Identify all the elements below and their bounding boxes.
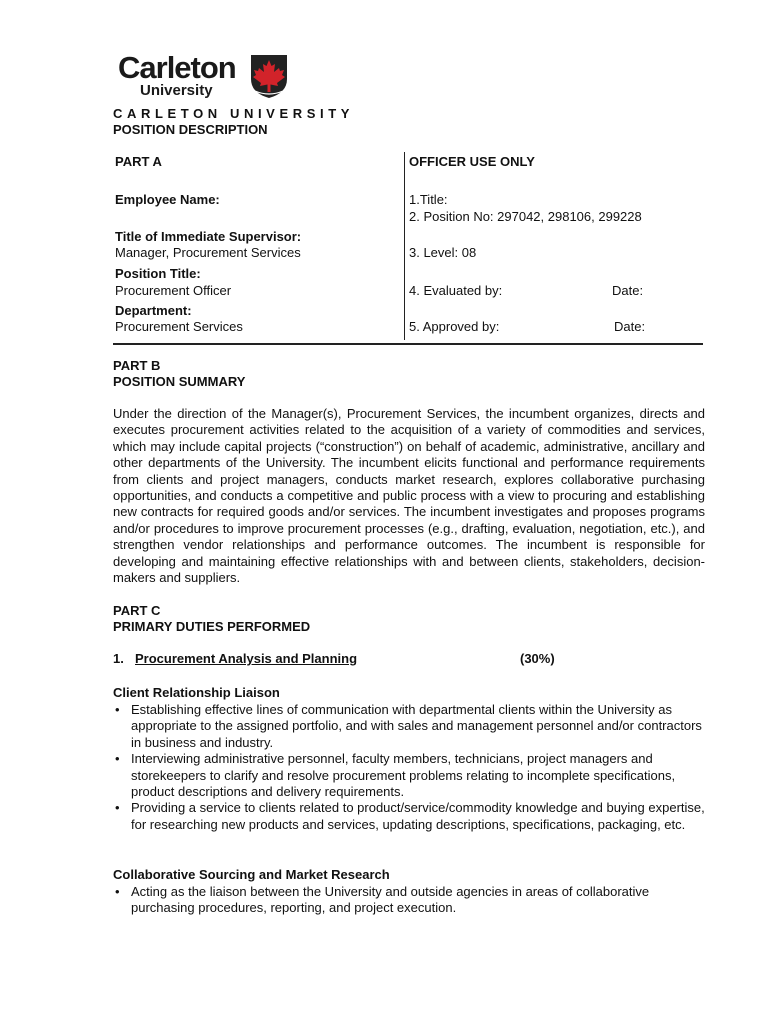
supervisor-value: Manager, Procurement Services xyxy=(115,245,301,260)
part-c-heading: PART C xyxy=(113,603,161,618)
officer-approved-by: 5. Approved by: xyxy=(409,319,500,334)
collaborative-sourcing-list xyxy=(113,884,705,917)
position-title-label: Position Title: xyxy=(115,266,201,281)
logo-subtitle: University xyxy=(140,82,213,99)
primary-duties-heading: PRIMARY DUTIES PERFORMED xyxy=(113,619,311,634)
list-item xyxy=(113,702,705,751)
client-liaison-list xyxy=(113,702,705,833)
officer-evaluated-by: 4. Evaluated by: xyxy=(409,283,503,298)
bullet-icon: • xyxy=(115,800,120,816)
supervisor-label: Title of Immediate Supervisor: xyxy=(115,229,302,244)
department-label: Department: xyxy=(115,303,192,318)
list-item-text: Acting as the liaison between the University and outside agencies in areas of collaborative purchasing procedures, reporting, and project execution. xyxy=(131,884,650,916)
client-liaison-heading: Client Relationship Liaison xyxy=(113,685,280,700)
position-title-value: Procurement Officer xyxy=(115,283,232,298)
maple-leaf-shield-icon xyxy=(249,53,289,99)
list-item xyxy=(113,751,705,800)
list-item-text: Establishing effective lines of communication with departmental clients within the University as appropriate to the assigned portfolio, and with sales and management personnel and/or contractors in business and industry. xyxy=(131,702,702,750)
list-item xyxy=(113,800,705,833)
university-title: CARLETON UNIVERSITY xyxy=(113,106,355,121)
section-divider xyxy=(113,343,703,345)
duty-percent: (30%) xyxy=(520,651,555,666)
list-item xyxy=(113,884,705,917)
bullet-icon: • xyxy=(115,884,120,899)
employee-name-label: Employee Name: xyxy=(115,192,220,207)
column-divider xyxy=(404,152,405,340)
part-a-table xyxy=(113,152,703,342)
duty-number: 1. xyxy=(113,651,124,666)
department-value: Procurement Services xyxy=(115,319,243,334)
collaborative-sourcing-heading: Collaborative Sourcing and Market Research xyxy=(113,867,390,882)
duty-title: Procurement Analysis and Planning xyxy=(135,651,358,666)
document-type-title: POSITION DESCRIPTION xyxy=(113,122,268,137)
approved-date-label: Date: xyxy=(614,319,646,334)
position-summary-heading: POSITION SUMMARY xyxy=(113,374,246,389)
officer-use-heading: OFFICER USE ONLY xyxy=(409,154,535,169)
part-a-heading: PART A xyxy=(115,154,162,169)
bullet-icon: • xyxy=(115,751,120,767)
list-item-text: Interviewing administrative personnel, faculty members, technicians, project managers and storekeepers to clarify and resolve procurement problems relating to incomplete specifications, product descriptions and delivery requirements. xyxy=(131,751,676,800)
officer-level: 3. Level: 08 xyxy=(409,245,477,260)
officer-title-field: 1.Title: xyxy=(409,192,448,207)
duty-1-heading xyxy=(113,651,703,669)
bullet-icon: • xyxy=(115,702,120,717)
evaluated-date-label: Date: xyxy=(612,283,644,298)
position-summary-text: Under the direction of the Manager(s), Procurement Services, the incumbent organizes, directs and executes procurement activities related to the acquisition of a variety of commodities and services, which may include capital projects (“construction”) on behalf of academic, administrative, ancillary and other departments of the University. The incumbent elicits functional and performance requirements from clients and project managers, conducts market research, explores collaborative purchasing opportunities, and conducts a competitive and public process with a view to procuring and establishing new contracts for required goods and/or services. The incumbent investigates and proposes programs and/or procedures to improve procurement processes (e.g., drafting, evaluation, negotiation, etc.), and strengthen vendor relationships and performance outcomes. The incumbent is responsible for developing and maintaining effective relationships with and between clients, stakeholders, decision-makers and suppliers. xyxy=(113,406,705,586)
officer-position-number: 2. Position No: 297042, 298106, 299228 xyxy=(409,209,642,224)
carleton-logo xyxy=(118,52,293,102)
part-b-heading: PART B xyxy=(113,358,161,373)
list-item-text: Providing a service to clients related to product/service/commodity knowledge and buying expertise, for researching new products and services, updating descriptions, specifications, packaging, etc. xyxy=(131,800,705,832)
logo-wordmark: Carleton xyxy=(118,50,236,85)
